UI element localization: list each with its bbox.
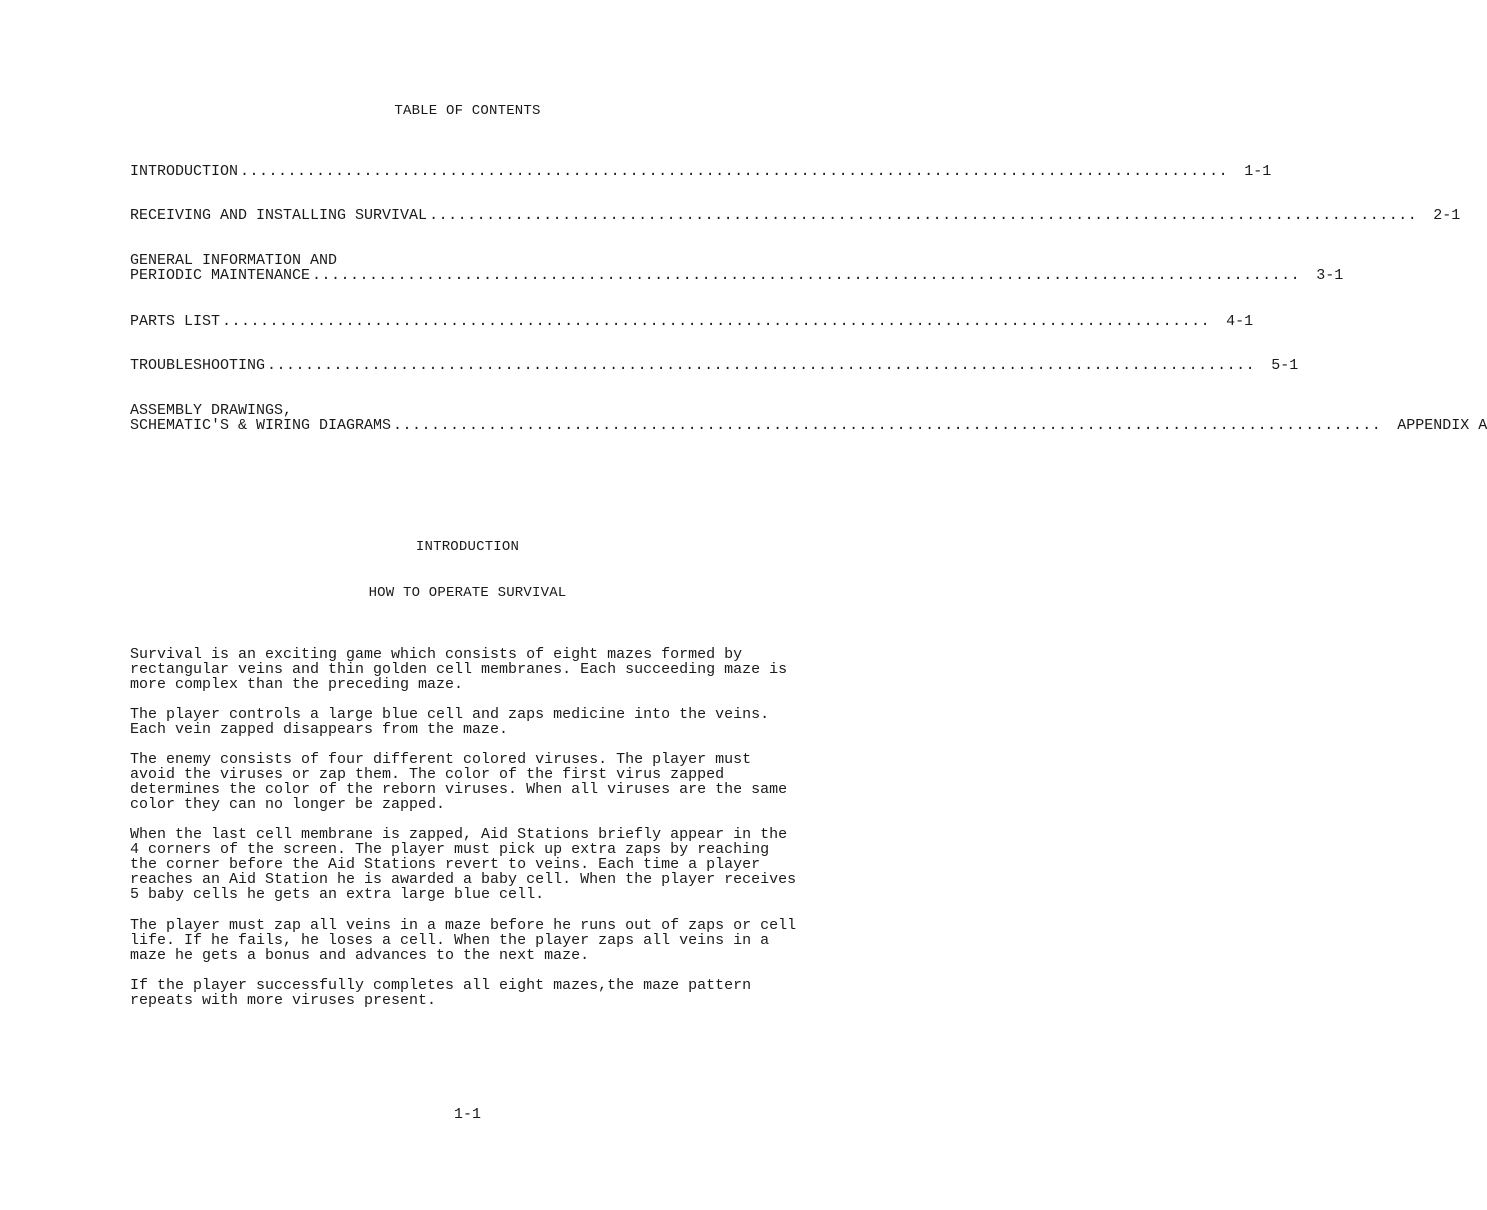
toc-entry-title-line-2: PERIODIC MAINTENANCE [130, 267, 311, 284]
toc-entry-title: PARTS LIST [130, 313, 221, 330]
intro-paragraph-6: If the player successfully completes all eight mazes,the maze pattern repeats with more viruses present. [130, 977, 752, 1009]
toc-entry-receiving[interactable] [130, 207, 1461, 224]
toc-dot-leader: ........................................................................................................ [312, 267, 1301, 284]
toc-entry-general-information[interactable] [130, 252, 1344, 284]
toc-dot-leader: ........................................................................................................ [393, 417, 1382, 434]
intro-paragraph-4: When the last cell membrane is zapped, Aid Stations briefly appear in the 4 corners of the screen. The player must pick up extra zaps by reaching the corner before the Aid Stations revert to veins. Each time a player reaches an Aid Station he is awarded a baby cell. When the player receives 5 baby cells he gets an extra large blue cell. [130, 826, 797, 903]
intro-paragraph-3: The enemy consists of four different colored viruses. The player must avoid the viruses or zap them. The color of the first virus zapped determines the color of the reborn viruses. When all viruses are the same color they can no longer be zapped. [130, 751, 788, 813]
toc-dot-leader: ........................................................................................................ [222, 313, 1211, 330]
toc-entry-introduction[interactable] [130, 163, 1272, 180]
toc-entry-page: 3-1 [1316, 267, 1344, 284]
toc-entry-title: TROUBLESHOOTING [130, 357, 266, 374]
page-number: 1-1 [453, 1106, 481, 1123]
intro-paragraph-1: Survival is an exciting game which consists of eight mazes formed by rectangular veins and thin golden cell membranes. Each succeeding maze is more complex than the preceding maze. [130, 646, 788, 693]
toc-entry-page: APPENDIX A [1397, 417, 1487, 434]
intro-paragraph-2: The player controls a large blue cell and zaps medicine into the veins. Each vein zapped disappears from the maze. [130, 706, 770, 738]
toc-entry-title-line-1: GENERAL INFORMATION AND [130, 252, 338, 269]
toc-heading: TABLE OF CONTENTS [394, 103, 541, 119]
toc-entry-page: 2-1 [1433, 207, 1461, 224]
toc-entry-title-line-2: SCHEMATIC'S & WIRING DIAGRAMS [130, 417, 392, 434]
toc-entry-page: 1-1 [1244, 163, 1272, 180]
toc-entry-page: 5-1 [1271, 357, 1299, 374]
toc-dot-leader: ........................................................................................................ [429, 207, 1418, 224]
intro-subheading: HOW TO OPERATE SURVIVAL [368, 585, 567, 601]
toc-entry-title: RECEIVING AND INSTALLING SURVIVAL [130, 207, 428, 224]
toc-entry-troubleshooting[interactable] [130, 357, 1299, 374]
toc-entry-parts-list[interactable] [130, 313, 1254, 330]
intro-heading: INTRODUCTION [415, 539, 520, 555]
toc-entry-title: INTRODUCTION [130, 163, 239, 180]
toc-entry-title-line-1: ASSEMBLY DRAWINGS, [130, 402, 293, 419]
intro-paragraph-5: The player must zap all veins in a maze before he runs out of zaps or cell life. If he fails, he loses a cell. When the player zaps all veins in a maze he gets a bonus and advances to the next maze. [130, 917, 797, 964]
toc-entry-assembly-drawings[interactable] [130, 402, 1487, 434]
toc-dot-leader: ........................................................................................................ [267, 357, 1256, 374]
toc-dot-leader: ........................................................................................................ [240, 163, 1229, 180]
toc-entry-page: 4-1 [1226, 313, 1254, 330]
